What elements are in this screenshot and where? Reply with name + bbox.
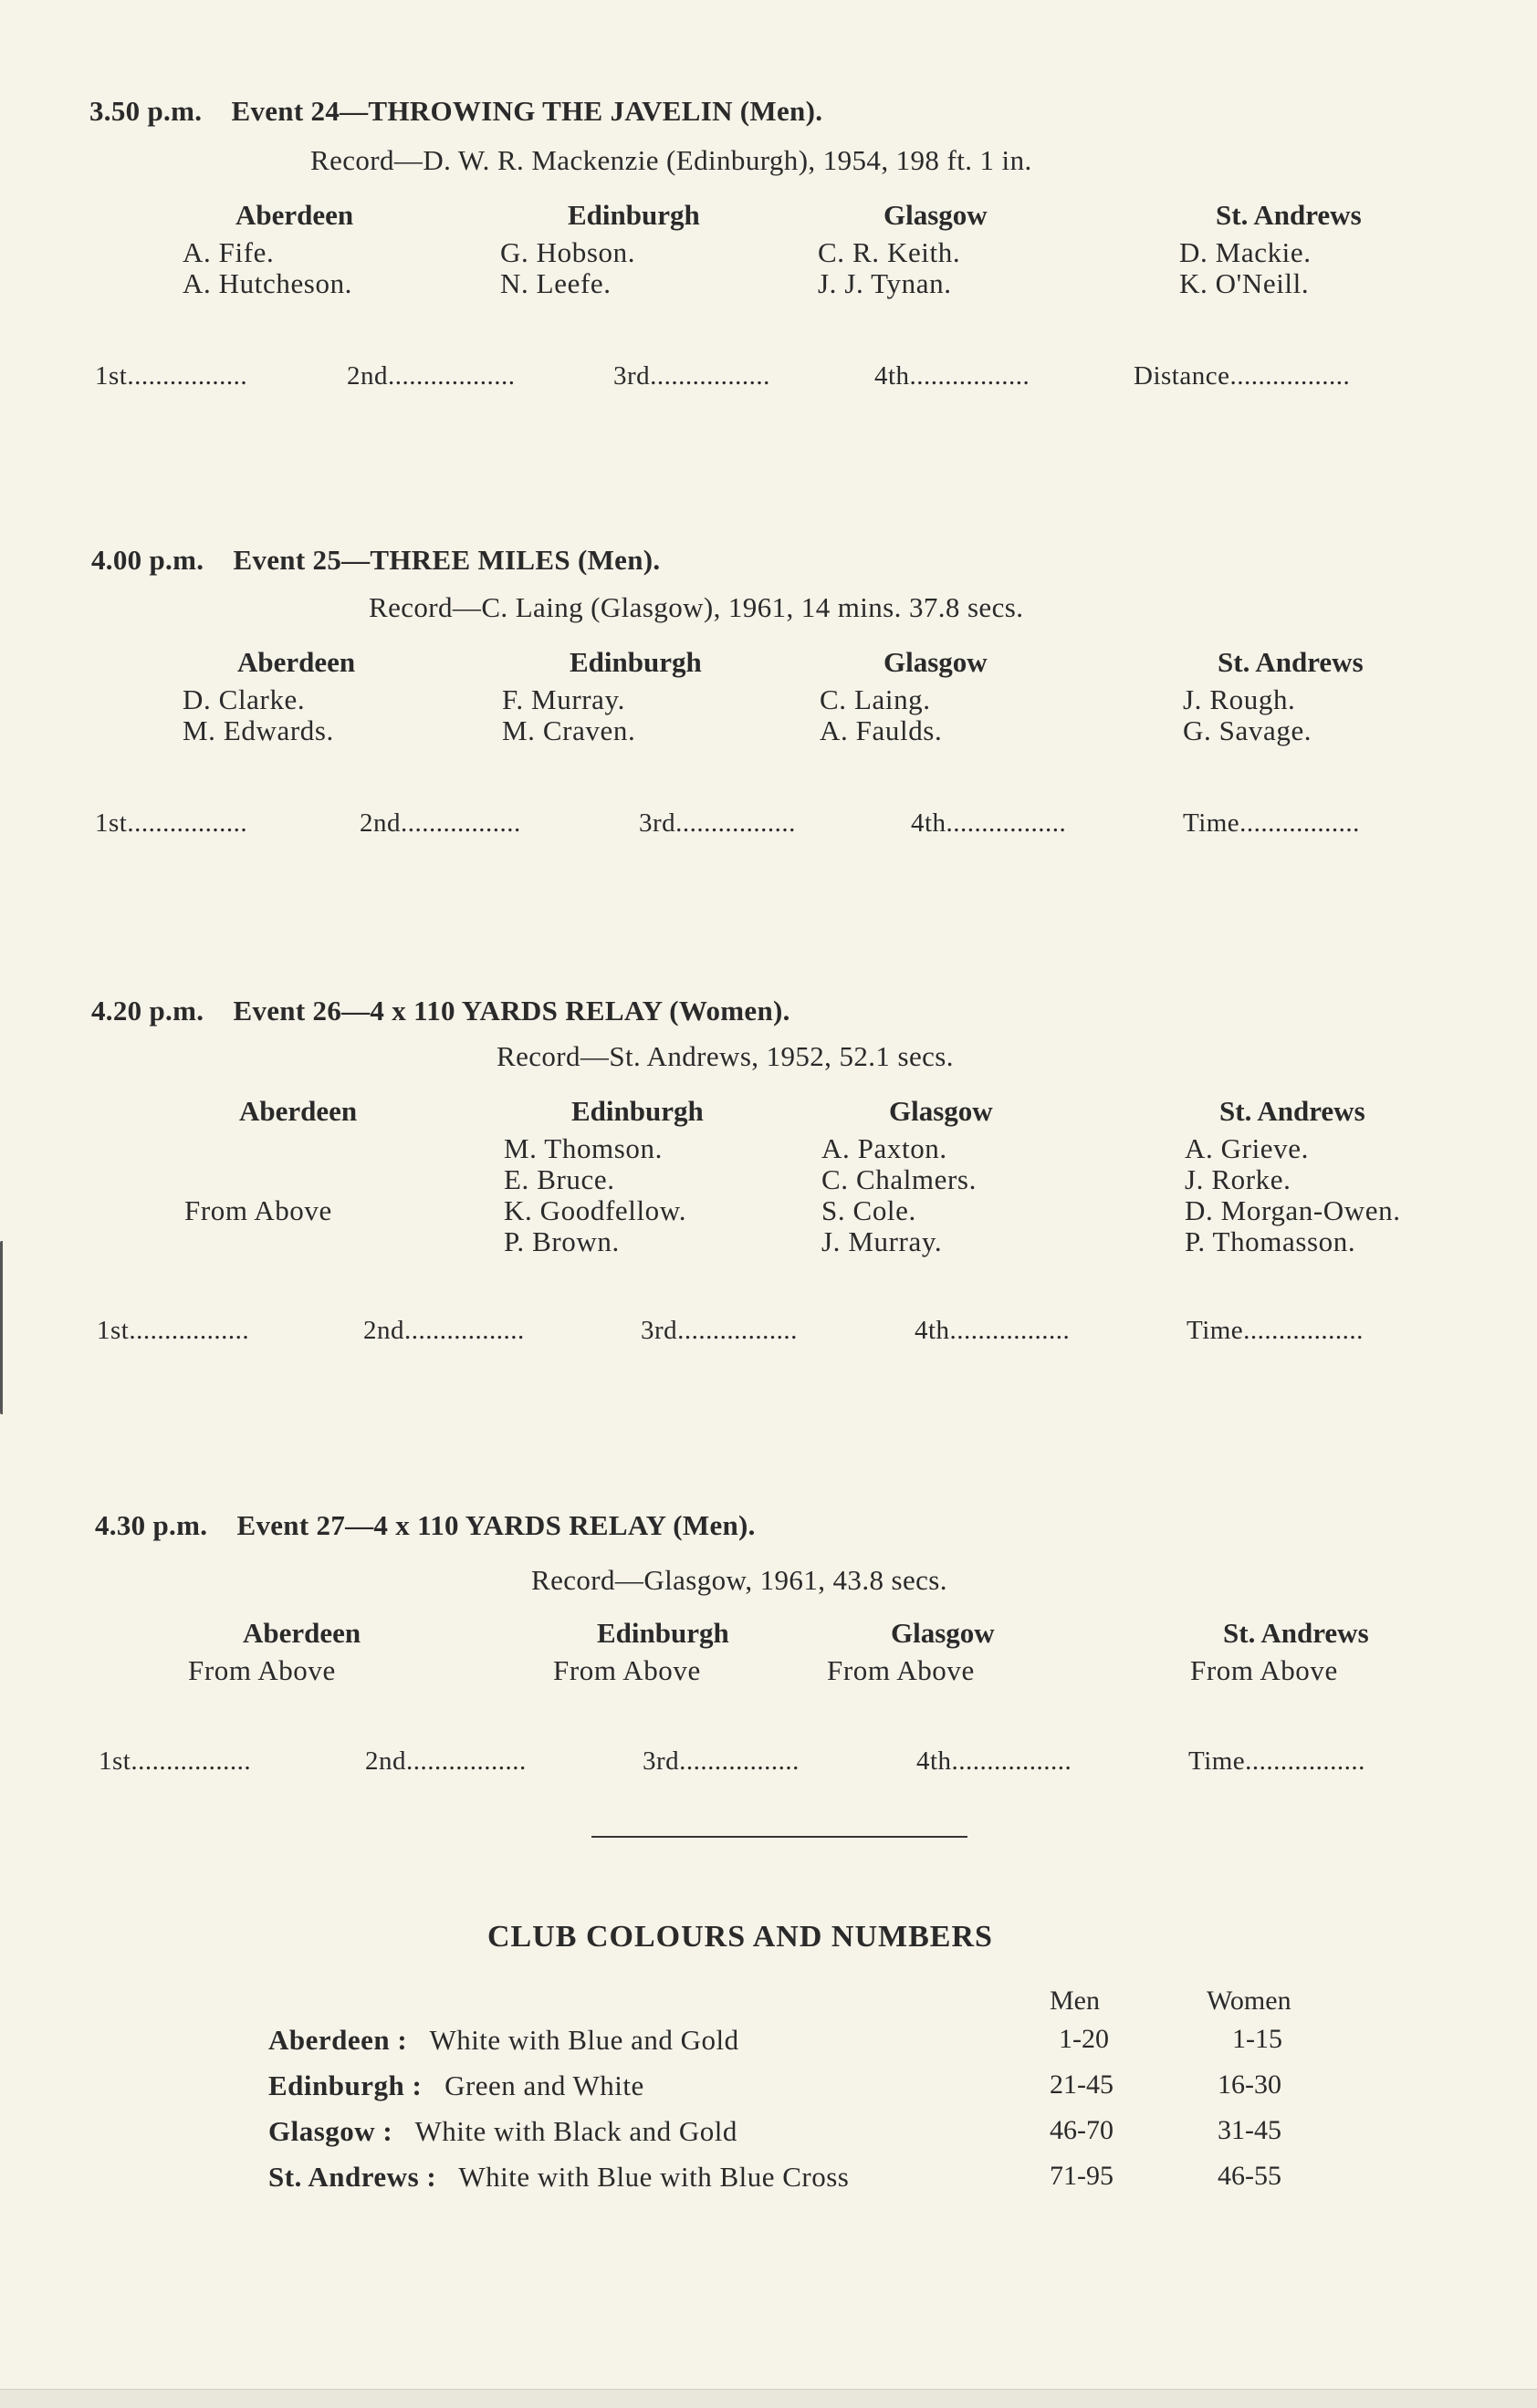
event-time: 4.20 p.m. [91,995,204,1027]
athlete: A. Grieve. [1185,1132,1309,1164]
athlete-list [500,237,635,299]
result-1st: 1st................. [95,808,248,838]
team-name-st-andrews: St. Andrews [1216,199,1362,231]
athlete: P. Thomasson. [1185,1225,1356,1257]
club-colours: White with Blue with Blue Cross [458,2161,850,2193]
event-time: 3.50 p.m. [89,95,203,127]
event-header [91,544,660,577]
athlete-list [821,1133,977,1257]
athlete: J. Rough. [1183,683,1296,715]
result-time: Time................. [1188,1746,1365,1776]
athlete: G. Hobson. [500,236,636,268]
result-3rd: 3rd................. [641,1316,798,1345]
men-numbers: 21-45 [1050,2069,1114,2100]
athlete: J. Rorke. [1185,1163,1291,1195]
athlete: From Above [553,1654,701,1686]
women-numbers: 1-15 [1232,2024,1282,2054]
athlete-list [820,684,942,746]
athlete: C. Chalmers. [821,1163,977,1195]
club-colours: Green and White [444,2069,644,2101]
athlete: A. Fife. [183,236,275,268]
team-name-glasgow: Glasgow [891,1617,995,1649]
column-header-men: Men [1050,1986,1100,2016]
club-name: Edinburgh : [268,2069,423,2101]
athlete: M. Edwards. [183,714,334,746]
athlete-list [1179,237,1312,299]
athlete: From Above [1190,1654,1338,1686]
colour-row [268,2115,737,2148]
result-1st: 1st................. [97,1316,250,1345]
result-3rd: 3rd................. [643,1746,800,1776]
event-title: Event 24—THROWING THE JAVELIN (Men). [231,95,823,127]
athlete: J. J. Tynan. [818,267,952,299]
team-name-aberdeen: Aberdeen [239,1095,358,1127]
event-record: Record—C. Laing (Glasgow), 1961, 14 mins. 37.8 secs. [369,591,1024,623]
athlete-list [183,684,334,746]
result-1st: 1st................. [99,1746,252,1776]
event-title: Event 27—4 x 110 YARDS RELAY (Men). [236,1509,756,1541]
women-numbers: 31-45 [1218,2115,1281,2145]
event-title: Event 25—THREE MILES (Men). [233,544,661,576]
result-time: Time................. [1183,808,1360,838]
event-record: Record—St. Andrews, 1952, 52.1 secs. [497,1040,954,1072]
athlete-list [183,237,352,299]
team-name-edinburgh: Edinburgh [597,1617,729,1649]
team-name-aberdeen: Aberdeen [235,199,354,231]
athlete-list [1185,1133,1401,1257]
athlete-list [504,1133,686,1257]
men-numbers: 1-20 [1059,2024,1109,2054]
event-time: 4.00 p.m. [91,544,204,576]
result-4th: 4th................. [911,808,1067,838]
athlete: A. Faulds. [820,714,943,746]
result-4th: 4th................. [916,1746,1072,1776]
team-name-st-andrews: St. Andrews [1223,1617,1369,1649]
colour-row [268,2024,739,2057]
result-distance: Distance................. [1134,361,1351,391]
athlete: F. Murray. [502,683,625,715]
colour-row [268,2161,849,2194]
team-name-edinburgh: Edinburgh [568,199,700,231]
athlete: N. Leefe. [500,267,612,299]
column-header-women: Women [1207,1986,1291,2016]
staple-binding [0,1241,10,1414]
event-time: 4.30 p.m. [95,1509,208,1541]
event-title: Event 26—4 x 110 YARDS RELAY (Women). [233,995,790,1027]
athlete-list [818,237,960,299]
athlete: P. Brown. [504,1225,620,1257]
event-record: Record—Glasgow, 1961, 43.8 secs. [531,1564,947,1596]
club-colours: White with Black and Gold [414,2115,737,2147]
athlete: From Above [184,1194,332,1226]
athlete: E. Bruce. [504,1163,615,1195]
athlete: D. Mackie. [1179,236,1312,268]
team-name-glasgow: Glasgow [889,1095,993,1127]
result-2nd: 2nd................. [363,1316,525,1345]
athlete: M. Craven. [502,714,636,746]
result-4th: 4th................. [915,1316,1071,1345]
women-numbers: 46-55 [1218,2161,1281,2191]
athlete: M. Thomson. [504,1132,663,1164]
event-header [89,95,822,128]
page-bottom-edge [0,2389,1537,2408]
athlete: G. Savage. [1183,714,1312,746]
athlete: D. Morgan-Owen. [1185,1194,1401,1226]
result-3rd: 3rd................. [639,808,796,838]
result-4th: 4th................. [874,361,1030,391]
result-2nd: 2nd................. [360,808,521,838]
athlete: K. Goodfellow. [504,1194,687,1226]
colour-row [268,2069,644,2102]
team-name-aberdeen: Aberdeen [237,646,356,678]
club-colours: White with Blue and Gold [429,2024,739,2056]
result-3rd: 3rd................. [613,361,770,391]
club-name: Aberdeen : [268,2024,408,2056]
result-time: Time................. [1187,1316,1364,1345]
athlete: D. Clarke. [183,683,306,715]
event-header [95,1509,756,1542]
athlete: A. Paxton. [821,1132,947,1164]
event-header [91,995,790,1027]
result-2nd: 2nd.................. [347,361,516,391]
team-name-edinburgh: Edinburgh [571,1095,704,1127]
team-name-st-andrews: St. Andrews [1218,646,1364,678]
athlete: C. Laing. [820,683,931,715]
team-name-aberdeen: Aberdeen [243,1617,361,1649]
men-numbers: 46-70 [1050,2115,1114,2145]
club-name: Glasgow : [268,2115,393,2147]
athlete: C. R. Keith. [818,236,961,268]
athlete-list [184,1195,332,1226]
result-2nd: 2nd................. [365,1746,527,1776]
men-numbers: 71-95 [1050,2161,1114,2191]
athlete: K. O'Neill. [1179,267,1310,299]
athlete-list [1183,684,1312,746]
athlete: J. Murray. [821,1225,943,1257]
result-1st: 1st................. [95,361,248,391]
athlete: A. Hutcheson. [183,267,353,299]
athlete: S. Cole. [821,1194,916,1226]
section-divider [591,1836,967,1838]
athlete-list [502,684,635,746]
club-name: St. Andrews : [268,2161,437,2193]
team-name-edinburgh: Edinburgh [570,646,702,678]
athlete: From Above [827,1654,975,1686]
women-numbers: 16-30 [1218,2069,1281,2100]
team-name-st-andrews: St. Andrews [1219,1095,1365,1127]
team-name-glasgow: Glasgow [884,199,988,231]
athlete: From Above [188,1654,336,1686]
team-name-glasgow: Glasgow [884,646,988,678]
event-record: Record—D. W. R. Mackenzie (Edinburgh), 1954, 198 ft. 1 in. [310,144,1032,176]
section-title: CLUB COLOURS AND NUMBERS [487,1920,993,1954]
